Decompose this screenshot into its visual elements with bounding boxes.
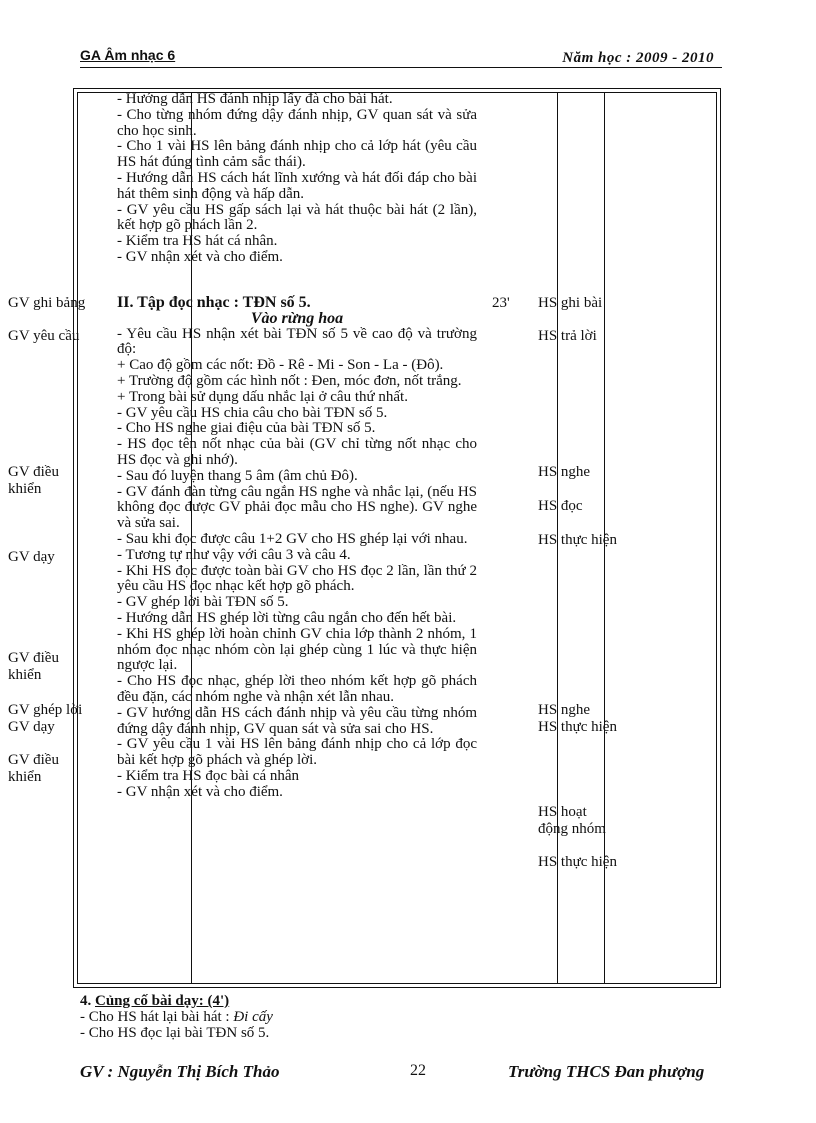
activity-line: - GV ghép lời bài TĐN số 5. (117, 594, 289, 611)
student-activity: HS nghe HS thực hiện (538, 702, 617, 735)
header-divider (80, 67, 722, 68)
activity-line: - GV đánh đàn từng câu ngắn HS nghe và nhắc lại, (nếu HS không đọc được GV phải đọc mẫu cho HS nghe). GV nghe và sửa sai. (117, 483, 477, 532)
activity-line: - Cho HS nghe giai điệu của bài TĐN số 5. (117, 420, 376, 437)
activity-line: - GV yêu cầu 1 vài HS lên bảng đánh nhịp cho cả lớp đọc bài kết hợp gõ phách và ghép lời. (117, 736, 477, 769)
teacher-role: GV ghi bảng (8, 295, 86, 311)
activity-line: - Kiểm tra HS hát cá nhân. (117, 233, 278, 250)
activity-line: - GV hướng dẫn HS cách đánh nhịp và yêu cầu từng nhóm đứng dậy đánh nhịp, GV quan sát và sửa sai cho HS. (117, 704, 477, 737)
section-title: II. Tập đọc nhạc : TĐN số 5. (117, 294, 311, 311)
teacher-role: GV điều khiển (8, 752, 59, 785)
teacher-signature: GV : Nguyễn Thị Bích Thảo (80, 1062, 280, 1081)
activity-time: 23' (492, 295, 510, 311)
activity-line: - Sau khi đọc được câu 1+2 GV cho HS ghép lại với nhau. (117, 530, 468, 547)
teacher-role: GV điều khiển (8, 464, 59, 497)
consolidation-line: - Cho HS hát lại bài hát : Đi cấy (80, 1009, 273, 1025)
activity-line: - GV yêu cầu HS gấp sách lại và hát thuộc bài hát (2 lần), kết hợp gõ phách lần 2. (117, 201, 477, 234)
activity-line: - Cho 1 vài HS lên bảng đánh nhịp cho cả lớp hát (yêu cầu HS hát đúng tình cảm sắc thái). (117, 138, 477, 171)
school-name: Trường THCS Đan phượng (508, 1062, 705, 1081)
activity-line: - Hướng dẫn HS đánh nhịp lấy đà cho bài hát. (117, 91, 393, 107)
activity-line: - Khi HS đọc được toàn bài GV cho HS đọc 2 lần, lần thứ 2 yêu cầu HS đọc nhạc kết hợp gõ phách. (117, 562, 477, 595)
section-subtitle: Vào rừng hoa (250, 309, 344, 327)
activity-line: - GV nhận xét và cho điểm. (117, 783, 283, 800)
student-activity: HS thực hiện (538, 854, 617, 870)
header-subject: GA Âm nhạc 6 (80, 47, 176, 63)
activity-line: - Kiểm tra HS đọc bài cá nhân (117, 767, 300, 784)
student-activity: HS nghe (538, 464, 591, 480)
activity-line: + Cao độ gồm các nốt: Đồ - Rê - Mi - Son - La - (Đô). (117, 357, 444, 374)
teacher-role: GV yêu cầu (8, 328, 80, 344)
activity-line: - Sau đó luyện thang 5 âm (âm chủ Đô). (117, 467, 358, 484)
student-activity: HS thực hiện (538, 532, 617, 548)
teacher-role: GV ghép lời GV dạy (8, 702, 83, 735)
teacher-role: GV điều khiển (8, 650, 59, 683)
activity-line: - Tương tự như vậy với câu 3 và câu 4. (117, 546, 351, 563)
student-activity: HS đọc (538, 498, 583, 514)
teacher-role: GV dạy (8, 549, 55, 565)
student-activity: HS trả lời (538, 328, 597, 344)
student-activity: HS hoạt động nhóm (538, 804, 606, 837)
header-school-year: Năm học : 2009 - 2010 (562, 50, 714, 66)
activity-line: - GV nhận xét và cho điểm. (117, 248, 283, 265)
activity-line: - Hướng dẫn HS cách hát lĩnh xướng và hát đối đáp cho bài hát thêm sinh động và hấp dẫn. (117, 169, 477, 202)
activity-line: + Trong bài sử dụng dấu nhắc lại ở câu thứ nhất. (117, 388, 408, 405)
student-activity: HS ghi bài (538, 295, 603, 311)
activity-line: - Yêu cầu HS nhận xét bài TĐN số 5 về cao độ và trường độ: (117, 325, 477, 358)
page-number: 22 (410, 1062, 426, 1079)
activity-line: - HS đọc tên nốt nhạc của bài (GV chỉ từng nốt nhạc cho HS đọc và ghi nhớ). (117, 436, 477, 468)
activity-content-top (117, 92, 477, 266)
activity-line: - Khi HS ghép lời hoàn chỉnh GV chia lớp thành 2 nhóm, 1 nhóm đọc nhạc nhóm còn lại ghép cùng 1 lúc và thực hiện ngược lại. (117, 625, 477, 674)
activity-line: + Trường độ gồm các hình nốt : Đen, móc đơn, nốt trắng. (117, 372, 462, 389)
activity-line: - Cho từng nhóm đứng dậy đánh nhịp, GV quan sát và sửa cho học sinh. (117, 106, 477, 139)
activity-line: - Hướng dẫn HS ghép lời từng câu ngắn cho đến hết bài. (117, 609, 457, 626)
activity-content-bottom (117, 295, 477, 801)
activity-line: - Cho HS đọc nhạc, ghép lời theo nhóm kết hợp gõ phách đều đặn, các nhóm nghe và nhận xét lẫn nhau. (117, 673, 477, 705)
consolidation-section (80, 993, 273, 1041)
section-heading: 4. Củng cố bài dạy: (4') (80, 993, 230, 1009)
activity-line: - GV yêu cầu HS chia câu cho bài TĐN số 5. (117, 404, 388, 421)
consolidation-line: - Cho HS đọc lại bài TĐN số 5. (80, 1025, 270, 1041)
